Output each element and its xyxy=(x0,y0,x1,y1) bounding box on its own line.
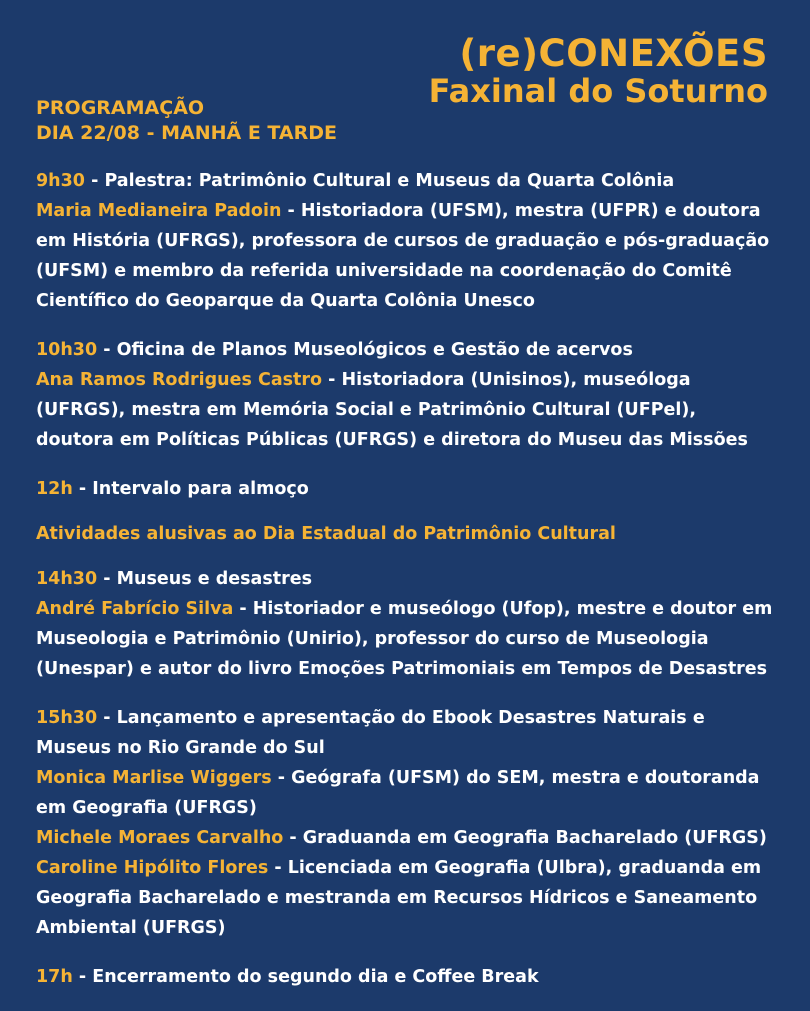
schedule-line xyxy=(36,962,776,992)
speaker-name: Maria Medianeira Padoin xyxy=(36,201,282,221)
section-heading: Atividades alusivas ao Dia Estadual do Patrimônio Cultural xyxy=(36,524,616,544)
schedule-line xyxy=(36,335,776,365)
schedule-item-17h xyxy=(36,962,776,992)
speaker-line xyxy=(36,823,776,853)
schedule-time: 12h xyxy=(36,479,73,499)
schedule-time: 9h30 xyxy=(36,171,85,191)
schedule-title: - Palestra: Patrimônio Cultural e Museus da Quarta Colônia xyxy=(85,171,675,191)
schedule xyxy=(36,166,776,1011)
speaker-bio: - Graduanda em Geografia Bacharelado (UFRGS) xyxy=(283,828,767,848)
schedule-item-1030 xyxy=(36,335,776,455)
speaker-bio: - Geógrafa (UFSM) do SEM, mestra e doutoranda em Geografia (UFRGS) xyxy=(36,768,760,818)
speaker-bio: - Historiador e museólogo (Ufop), mestre e doutor em Museologia e Patrimônio (Unirio), professor do curso de Museologia (Unespar) e autor do livro Emoções Patrimoniais em Tempos de Desastres xyxy=(36,599,773,679)
schedule-time: 15h30 xyxy=(36,708,98,728)
program-day: DIA 22/08 - MANHÃ E TARDE xyxy=(36,121,337,144)
schedule-title: - Oficina de Planos Museológicos e Gestão de acervos xyxy=(97,340,633,360)
speaker-name: Michele Moraes Carvalho xyxy=(36,828,284,848)
schedule-time: 17h xyxy=(36,967,73,987)
schedule-item-1530 xyxy=(36,703,776,943)
schedule-title: - Museus e desastres xyxy=(97,569,313,589)
schedule-time: 14h30 xyxy=(36,569,98,589)
schedule-time: 10h30 xyxy=(36,340,98,360)
schedule-line xyxy=(36,474,776,504)
speaker-name: Caroline Hipólito Flores xyxy=(36,858,269,878)
speaker-name: Ana Ramos Rodrigues Castro xyxy=(36,370,323,390)
speaker-line xyxy=(36,365,776,455)
schedule-title: - Lançamento e apresentação do Ebook Desastres Naturais e Museus no Rio Grande do Sul xyxy=(36,708,705,758)
speaker-line xyxy=(36,763,776,823)
speaker-bio: - Historiadora (Unisinos), museóloga (UFRGS), mestra em Memória Social e Patrimônio Cultural (UFPel), doutora em Políticas Públicas (UFRGS) e diretora do Museu das Missões xyxy=(36,370,748,450)
speaker-line xyxy=(36,853,776,943)
program-title: PROGRAMAÇÃO xyxy=(36,97,205,119)
schedule-title: - Encerramento do segundo dia e Coffee Break xyxy=(72,967,539,987)
speaker-bio: - Historiadora (UFSM), mestra (UFPR) e doutora em História (UFRGS), professora de cursos de graduação e pós-graduação (UFSM) e membro da referida universidade na coordenação do Comitê Científico do Geoparque da Quarta Colônia Unesco xyxy=(36,201,770,311)
schedule-item-1430 xyxy=(36,564,776,684)
program-header xyxy=(36,96,337,145)
speaker-line xyxy=(36,594,776,684)
schedule-item-12h xyxy=(36,474,776,504)
schedule-item-0930 xyxy=(36,166,776,316)
event-brand xyxy=(429,34,768,109)
schedule-line xyxy=(36,703,776,763)
speaker-bio: - Licenciada em Geografia (Ulbra), graduanda em Geografia Bacharelado e mestranda em Recursos Hídricos e Saneamento Ambiental (UFRGS) xyxy=(36,858,762,938)
brand-subtitle: Faxinal do Soturno xyxy=(428,71,768,110)
schedule-title: - Intervalo para almoço xyxy=(72,479,309,499)
speaker-name: Monica Marlise Wiggers xyxy=(36,768,272,788)
schedule-line xyxy=(36,564,776,594)
schedule-line xyxy=(36,166,776,196)
speaker-name: André Fabrício Silva xyxy=(36,599,234,619)
brand-title: (re)CONEXÕES xyxy=(459,32,768,75)
speaker-line xyxy=(36,196,776,316)
